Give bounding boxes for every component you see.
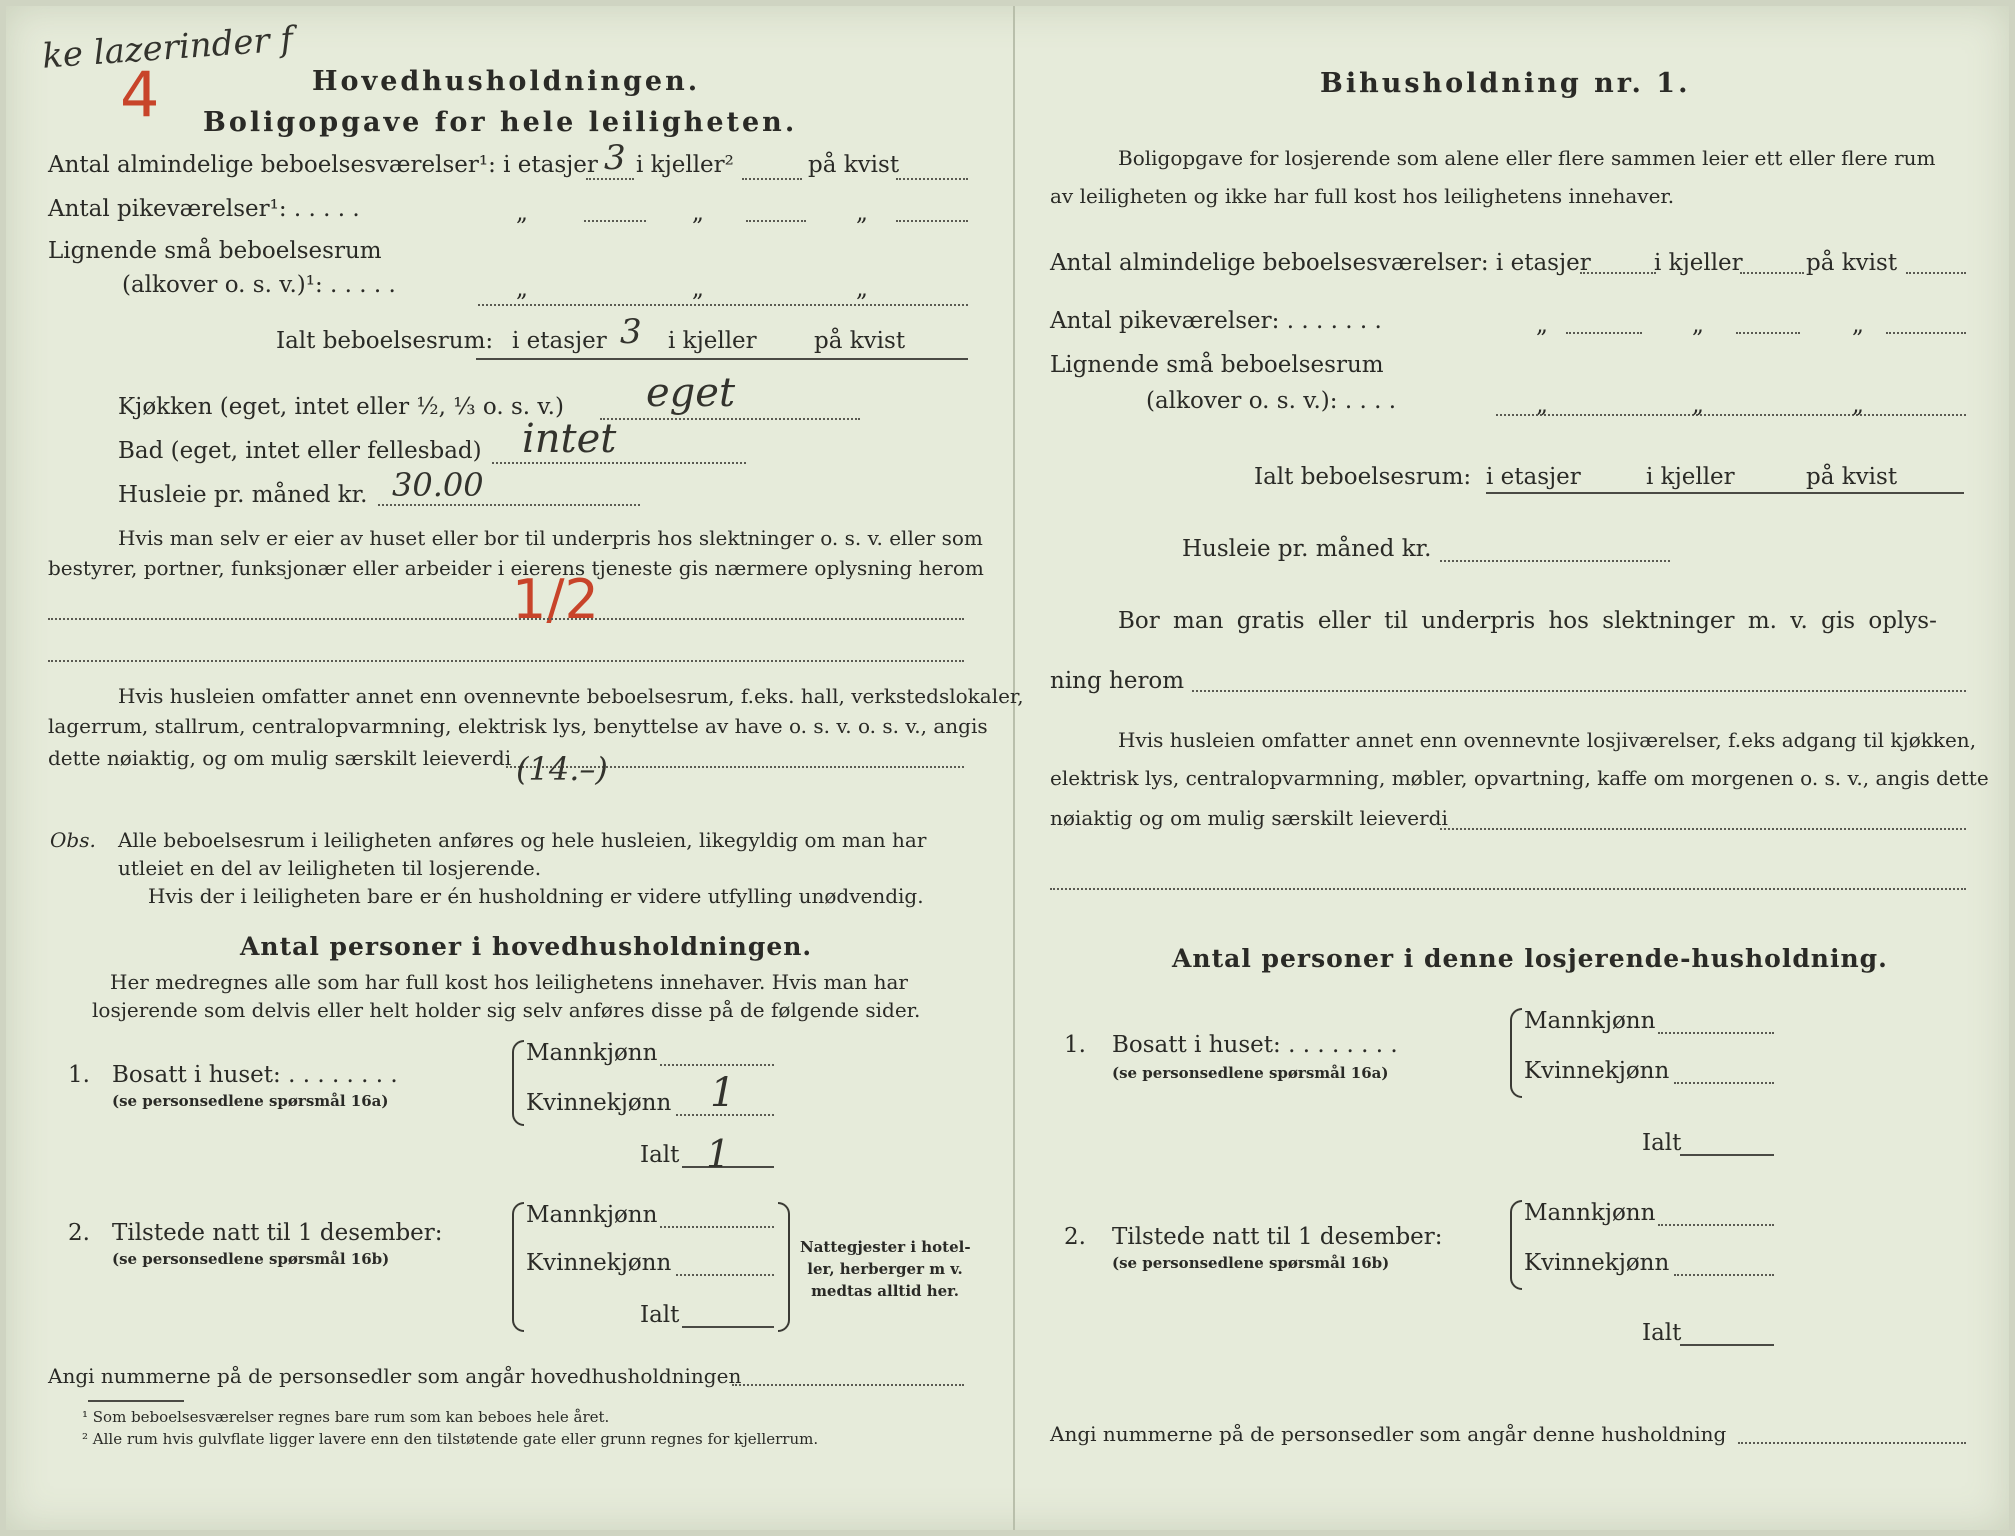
left-q1-kvinne-label: Kvinnekjønn	[526, 1090, 672, 1116]
right-husleie-field[interactable]	[1440, 560, 1670, 562]
right-pike-label: Antal pikeværelser: . . . . . . .	[1050, 308, 1382, 334]
red-number-handwritten: 4	[120, 58, 160, 131]
bad-label: Bad (eget, intet eller fellesbad)	[118, 438, 482, 464]
ditto-mark: „	[856, 276, 868, 302]
right-ialt-rooms-label: Ialt beboelsesrum:	[1254, 464, 1472, 490]
right-omfatter-text-1: Hvis husleien omfatter annet enn ovennevnte losjiværelser, f.eks adgang til kjøkken,	[1118, 728, 1977, 752]
husleie-field[interactable]	[378, 504, 640, 506]
right-ialt-kjeller-label: i kjeller	[1646, 464, 1735, 490]
right-pike-kvist-field[interactable]	[1886, 332, 1966, 334]
eier-text-1: Hvis man selv er eier av huset eller bor til underpris hos slektninger o. s. v. eller som	[118, 526, 983, 550]
footnote-1: ¹ Som beboelsesværelser regnes bare rum som kan beboes hele året.	[82, 1408, 610, 1426]
right-ialt-etasjer-label: i etasjer	[1486, 464, 1581, 490]
left-q2-mann-label: Mannkjønn	[526, 1202, 658, 1228]
nattegjester-note-1: Nattegjester i hotel-	[800, 1238, 971, 1256]
ialt-etasjer-label: i etasjer	[512, 328, 607, 354]
right-q2-ialt-label: Ialt	[1642, 1320, 1682, 1346]
right-q1-ialt-field[interactable]	[1680, 1154, 1774, 1156]
right-intro-2: av leiligheten og ikke har full kost hos leilighetens innehaver.	[1050, 184, 1675, 208]
alkover-label: (alkover o. s. v.)¹: . . . . .	[122, 272, 396, 298]
left-q2-brace-right	[778, 1202, 790, 1332]
right-q2-kvinne-field[interactable]	[1674, 1274, 1774, 1276]
right-q1-kvinne-label: Kvinnekjønn	[1524, 1058, 1670, 1084]
left-q1-kvinne-value: 1	[710, 1070, 736, 1116]
left-antal-title: Antal personer i hovedhusholdningen.	[240, 932, 813, 961]
ditto-mark: „	[856, 200, 868, 226]
corner-note-handwritten: ke lazerinder f	[40, 19, 295, 77]
right-q2-brace	[1510, 1200, 1522, 1290]
alkover-field[interactable]	[478, 304, 968, 306]
right-q2-mann-field[interactable]	[1658, 1224, 1774, 1226]
left-antal-text-1: Her medregnes alle som har full kost hos leilighetens innehaver. Hvis man har	[110, 970, 908, 994]
ditto-mark: „	[692, 276, 704, 302]
husleie-label: Husleie pr. måned kr.	[118, 482, 368, 508]
ditto-mark: „	[516, 276, 528, 302]
left-q1-label: Bosatt i huset: . . . . . . . .	[112, 1062, 398, 1088]
right-alkover-field[interactable]	[1496, 414, 1966, 416]
right-q1-kvinne-field[interactable]	[1674, 1082, 1774, 1084]
left-q2-mann-field[interactable]	[660, 1226, 774, 1228]
page-fold	[1013, 6, 1015, 1530]
ditto-mark: „	[1536, 392, 1548, 418]
omfatter-text-2: lagerrum, stallrum, centralopvarmning, elektrisk lys, benyttelse av have o. s. v. o. s. v., angis	[48, 714, 988, 738]
right-etasjer-field[interactable]	[1580, 272, 1656, 274]
ialt-kvist-label: på kvist	[814, 328, 906, 354]
kjokken-field[interactable]	[600, 418, 860, 420]
right-q2-ialt-field[interactable]	[1680, 1344, 1774, 1346]
obs-text-1: Alle beboelsesrum i leiligheten anføres og hele husleien, likegyldig om man har	[118, 828, 927, 852]
kjokken-label: Kjøkken (eget, intet eller ½, ⅓ o. s. v.)	[118, 394, 564, 420]
right-q1-brace	[1510, 1008, 1522, 1098]
bad-field[interactable]	[492, 462, 746, 464]
right-q1-mann-label: Mannkjønn	[1524, 1008, 1656, 1034]
ialt-etasjer-value: 3	[620, 312, 642, 352]
obs-text-2: utleiet en del av leiligheten til losjerende.	[118, 856, 542, 880]
right-ialt-rule	[1486, 492, 1964, 494]
nattegjester-note-3: medtas alltid her.	[811, 1282, 959, 1300]
census-form-sheet	[6, 6, 2009, 1530]
left-antal-text-2: losjerende som delvis eller helt holder sig selv anføres disse på de følgende sider.	[92, 998, 921, 1022]
right-antal-title: Antal personer i denne losjerende-husholdning.	[1172, 944, 1888, 973]
left-q1-ialt-label: Ialt	[640, 1142, 680, 1168]
right-ialt-kvist-label: på kvist	[1806, 464, 1898, 490]
left-angi-field[interactable]	[732, 1384, 964, 1386]
lignende-label: Lignende små beboelsesrum	[48, 238, 382, 264]
right-q2-sub: (se personsedlene spørsmål 16b)	[1112, 1254, 1390, 1272]
ditto-mark: „	[1692, 392, 1704, 418]
pike-row-label: Antal pikeværelser¹: . . . . .	[48, 196, 360, 222]
right-omfatter-text-2: elektrisk lys, centralopvarmning, møbler, opvartning, kaffe om morgenen o. s. v., angis dette	[1050, 766, 1989, 790]
kvist-field[interactable]	[896, 178, 968, 180]
kjeller-field[interactable]	[742, 178, 802, 180]
right-title: Bihusholdning nr. 1.	[1320, 68, 1691, 99]
eier-field-line-2[interactable]	[48, 660, 964, 662]
right-pike-kjeller-field[interactable]	[1736, 332, 1800, 334]
right-q1-number: 1.	[1064, 1032, 1086, 1058]
right-angi-label: Angi nummerne på de personsedler som angår denne husholdning	[1050, 1422, 1727, 1446]
right-q1-mann-field[interactable]	[1658, 1032, 1774, 1034]
ditto-mark: „	[692, 200, 704, 226]
right-husleie-label: Husleie pr. måned kr.	[1182, 536, 1432, 562]
left-q2-brace	[512, 1202, 524, 1332]
leieverdi-value: (14.–)	[516, 750, 608, 788]
husleie-value: 30.00	[392, 466, 484, 504]
right-gratis-text-1: Bor man gratis eller til underpris hos slektninger m. v. gis oplys-	[1118, 608, 1937, 634]
left-subtitle: Boligopgave for hele leiligheten.	[203, 107, 798, 138]
right-leieverdi-field[interactable]	[1440, 828, 1966, 830]
right-lignende-label: Lignende små beboelsesrum	[1050, 352, 1384, 378]
right-rooms-label: Antal almindelige beboelsesværelser: i etasjer	[1050, 250, 1591, 276]
ialt-rule	[476, 358, 968, 360]
left-q1-ialt-value: 1	[706, 1132, 731, 1176]
nattegjester-note-2: ler, herberger m v.	[807, 1260, 963, 1278]
pike-etasjer-field[interactable]	[584, 220, 646, 222]
left-q1-mann-field[interactable]	[660, 1064, 774, 1066]
right-q1-label: Bosatt i huset: . . . . . . . .	[1112, 1032, 1398, 1058]
obs-label: Obs.	[50, 828, 96, 852]
left-q2-kvinne-label: Kvinnekjønn	[526, 1250, 672, 1276]
left-q1-mann-label: Mannkjønn	[526, 1040, 658, 1066]
right-leieverdi-field-2[interactable]	[1050, 888, 1966, 890]
pike-kvist-field[interactable]	[896, 220, 968, 222]
etasjer-field[interactable]	[586, 178, 634, 180]
left-q2-ialt-field[interactable]	[682, 1326, 774, 1328]
right-kjeller-label: i kjeller	[1654, 250, 1743, 276]
left-q2-kvinne-field[interactable]	[676, 1274, 774, 1276]
ditto-mark: „	[1852, 392, 1864, 418]
left-q2-number: 2.	[68, 1220, 90, 1246]
left-q2-ialt-label: Ialt	[640, 1302, 680, 1328]
kvist-label: på kvist	[808, 152, 900, 178]
footnote-2: ² Alle rum hvis gulvflate ligger lavere enn den tilstøtende gate eller grunn regnes for kjellerrum.	[82, 1430, 819, 1448]
pike-kjeller-field[interactable]	[746, 220, 806, 222]
ditto-mark: „	[516, 200, 528, 226]
bad-value: intet	[522, 416, 617, 462]
right-angi-field[interactable]	[1738, 1442, 1966, 1444]
right-kvist-label: på kvist	[1806, 250, 1898, 276]
right-q2-mann-label: Mannkjønn	[1524, 1200, 1656, 1226]
kjeller-label: i kjeller²	[636, 152, 734, 178]
left-q1-sub: (se personsedlene spørsmål 16a)	[112, 1092, 389, 1110]
right-q2-number: 2.	[1064, 1224, 1086, 1250]
right-q1-ialt-label: Ialt	[1642, 1130, 1682, 1156]
red-fraction-handwritten: 1/2	[512, 568, 599, 631]
right-kjeller-field[interactable]	[1740, 272, 1804, 274]
left-title: Hovedhusholdningen.	[312, 66, 701, 97]
ditto-mark: „	[1536, 312, 1548, 338]
right-kvist-field[interactable]	[1906, 272, 1966, 274]
left-q1-number: 1.	[68, 1062, 90, 1088]
left-angi-label: Angi nummerne på de personsedler som angår hovedhusholdningen	[48, 1364, 742, 1388]
kjokken-value: eget	[646, 370, 736, 416]
ialt-rooms-label: Ialt beboelsesrum:	[276, 328, 494, 354]
right-pike-etasjer-field[interactable]	[1566, 332, 1642, 334]
right-q2-kvinne-label: Kvinnekjønn	[1524, 1250, 1670, 1276]
rooms-row-label: Antal almindelige beboelsesværelser¹: i etasjer	[48, 152, 598, 178]
obs-text-3: Hvis der i leiligheten bare er én husholdning er videre utfylling unødvendig.	[148, 884, 924, 908]
footnote-rule	[88, 1400, 184, 1402]
left-q1-brace	[512, 1040, 524, 1126]
right-gratis-text-2: ning herom	[1050, 668, 1185, 694]
ialt-kjeller-label: i kjeller	[668, 328, 757, 354]
eier-field-line-1[interactable]	[48, 618, 964, 620]
right-alkover-label: (alkover o. s. v.): . . . .	[1146, 388, 1397, 414]
ditto-mark: „	[1852, 312, 1864, 338]
right-omfatter-text-3: nøiaktig og om mulig særskilt leieverdi	[1050, 806, 1448, 830]
right-gratis-field[interactable]	[1192, 690, 1966, 692]
left-q2-sub: (se personsedlene spørsmål 16b)	[112, 1250, 390, 1268]
right-intro-1: Boligopgave for losjerende som alene eller flere sammen leier ett eller flere rum	[1118, 146, 1936, 170]
eier-text-2: bestyrer, portner, funksjonær eller arbeider i eierens tjeneste gis nærmere oplysning herom	[48, 556, 984, 580]
omfatter-text-1: Hvis husleien omfatter annet enn ovennevnte beboelsesrum, f.eks. hall, verkstedslokaler,	[118, 684, 1024, 708]
etasjer-value: 3	[604, 138, 626, 178]
left-q2-label: Tilstede natt til 1 desember:	[112, 1220, 443, 1246]
right-q2-label: Tilstede natt til 1 desember:	[1112, 1224, 1443, 1250]
right-q1-sub: (se personsedlene spørsmål 16a)	[1112, 1064, 1389, 1082]
omfatter-text-3: dette nøiaktig, og om mulig særskilt leieverdi	[48, 746, 512, 770]
ditto-mark: „	[1692, 312, 1704, 338]
